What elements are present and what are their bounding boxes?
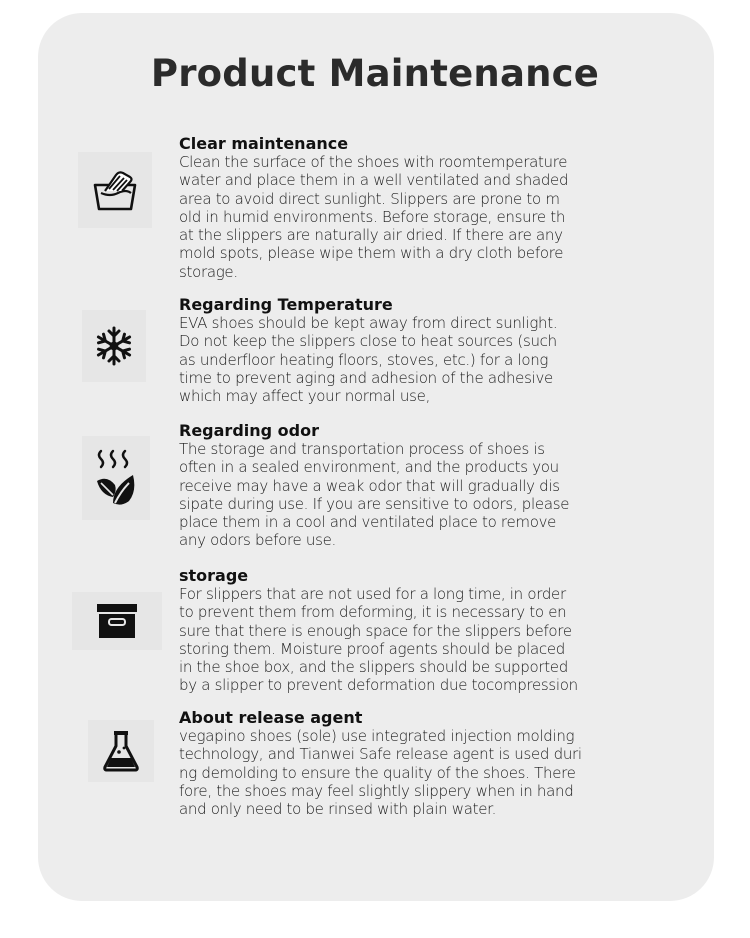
section-text-line: and only need to be rinsed with plain water. bbox=[179, 800, 497, 819]
section-text-line: receive may have a weak odor that will gradually dis bbox=[179, 476, 560, 495]
storage-box-icon-box bbox=[72, 592, 162, 650]
section-text-line: time to prevent aging and adhesion of the adhesive bbox=[179, 368, 553, 387]
section-text-line: in the shoe box, and the slippers should be supported bbox=[179, 658, 568, 677]
flask-icon-box bbox=[88, 720, 154, 782]
page-title: Product Maintenance bbox=[150, 52, 600, 95]
section-text-line: storage. bbox=[179, 262, 238, 281]
section-text-line: Clean the surface of the shoes with roomtemperature bbox=[179, 153, 568, 171]
section-text-line: which may affect your normal use, bbox=[179, 387, 431, 406]
section-text-line: old in humid environments. Before storage, ensure th bbox=[179, 207, 566, 226]
snowflake-icon-box bbox=[82, 310, 146, 382]
storage-box-icon bbox=[96, 603, 138, 639]
section-text-line: sure that there is enough space for the slippers before bbox=[179, 621, 572, 640]
section-text-line: fore, the shoes may feel slightly slippery when in hand bbox=[179, 781, 574, 800]
section-text-line: sipate during use. If you are sensitive to odors, please bbox=[179, 494, 570, 513]
section-text-line: ng demolding to ensure the quality of the shoes. There bbox=[179, 763, 576, 782]
section-text-line: area to avoid direct sunlight. Slippers are prone to m bbox=[179, 189, 560, 208]
section-text-line: often in a sealed environment, and the products you bbox=[179, 458, 559, 477]
section-text-line: by a slipper to prevent deformation due tocompression bbox=[179, 676, 578, 695]
section-text-line: EVA shoes should be kept away from direct sunlight. bbox=[179, 314, 558, 332]
section-text-line: vegapino shoes (sole) use integrated injection molding bbox=[179, 727, 575, 745]
section-text-line: technology, and Tianwei Safe release agent is used duri bbox=[179, 745, 582, 764]
section-heading: About release agent bbox=[179, 708, 363, 727]
section-heading: Regarding Temperature bbox=[179, 295, 393, 314]
section-clear-maintenance bbox=[179, 134, 609, 281]
section-text-line: The storage and transportation process of shoes is bbox=[179, 440, 545, 458]
odor-leaf-icon bbox=[93, 447, 139, 509]
section-text-line: any odors before use. bbox=[179, 531, 337, 550]
hand-wash-icon-box bbox=[78, 152, 152, 228]
section-text-line: For slippers that are not used for a long time, in order bbox=[179, 585, 566, 603]
section-text-line: storing them. Moisture proof agents should be placed bbox=[179, 639, 565, 658]
section-regarding-temperature bbox=[179, 295, 609, 405]
section-text-line: to prevent them from deforming, it is necessary to en bbox=[179, 603, 567, 622]
section-text-line: Do not keep the slippers close to heat sources (such bbox=[179, 332, 557, 351]
section-heading: storage bbox=[179, 566, 249, 585]
flask-icon bbox=[102, 730, 140, 772]
section-heading: Clear maintenance bbox=[179, 134, 349, 153]
section-regarding-odor bbox=[179, 421, 609, 550]
section-text-line: place them in a cool and ventilated place to remove bbox=[179, 513, 557, 532]
section-text-line: water and place them in a well ventilated and shaded bbox=[179, 171, 569, 190]
section-heading: Regarding odor bbox=[179, 421, 319, 440]
section-text-line: mold spots, please wipe them with a dry cloth before bbox=[179, 244, 564, 263]
section-text-line: as underfloor heating floors, stoves, etc.) for a long bbox=[179, 350, 549, 369]
section-text-line: at the slippers are naturally air dried. If there are any bbox=[179, 226, 563, 245]
snowflake-icon bbox=[93, 325, 135, 367]
section-storage bbox=[179, 566, 609, 695]
odor-leaf-icon-box bbox=[82, 436, 150, 520]
hand-wash-icon bbox=[92, 167, 138, 213]
section-about-release-agent bbox=[179, 708, 609, 818]
